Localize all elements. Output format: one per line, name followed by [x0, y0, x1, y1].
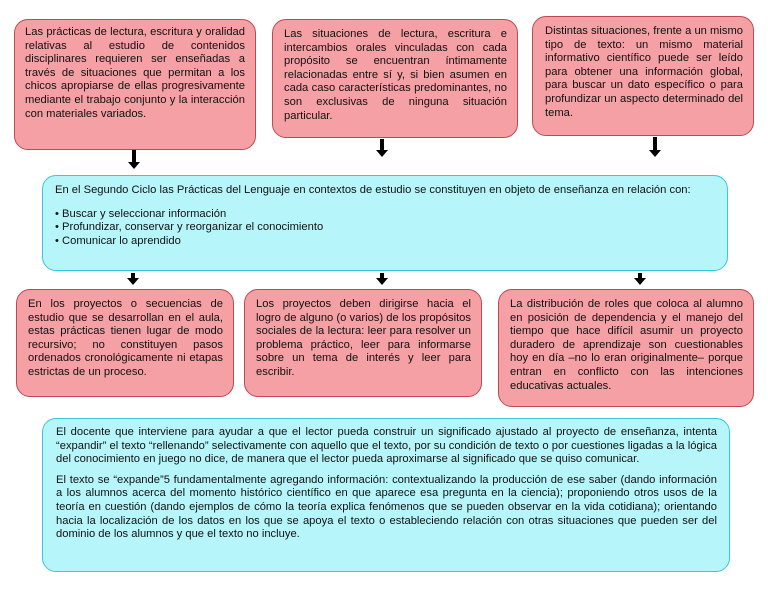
arrow-down-icon — [376, 139, 388, 157]
arrow-down-icon — [376, 273, 388, 285]
center-bullet: • Buscar y seleccionar información — [55, 207, 227, 220]
center-bullet: • Comunicar lo aprendido — [55, 234, 181, 247]
top-box-2-text: Las situaciones de lectura, escritura e intercambios orales vinculadas con cada propósito se encuentran íntimamente relacionadas entre sí y, si bien asumen en cada caso características predominantes, no son exclusivas de ninguna situación particular. — [284, 28, 507, 122]
arrow-down-icon — [128, 150, 140, 169]
bottom-box — [42, 418, 730, 572]
top-box-3 — [532, 16, 754, 136]
top-box-1-text: Las prácticas de lectura, escritura y oralidad relativas al estudio de contenidos disciplinares requieren ser enseñadas a través de situaciones que permitan a los chicos apropiarse de ellas progresivamente mediante el trabajo conjunto y la interacción con materiales variados. — [25, 26, 245, 120]
arrow-down-icon — [127, 273, 139, 285]
middle-box-1-text: En los proyectos o secuencias de estudio que se desarrollan en el aula, estas prácticas tienen lugar de modo recursivo; no constituyen pasos ordenados cronológicamente ni etapas estrictas de un proceso. — [28, 298, 223, 378]
bottom-paragraph-2: El texto se “expande”5 fundamentalmente agregando información: contextualizando la producción de ese saber (dando información a los alumnos acerca del momento histórico científico en que aparece esa pregunta en la ciencia); proponiendo otros usos de la teoría en cuestión (dando ejemplos de cómo la teoría explica fenómenos que se pueden observar en la vida cotidiana); orientando hacia la localización de los datos en los que se apoya el texto o estableciendo relación con otras situaciones que pueden ser del dominio de los alumnos y que el texto no incluye. — [56, 473, 717, 541]
middle-box-2 — [244, 289, 482, 397]
top-box-1 — [14, 19, 256, 150]
center-intro: En el Segundo Ciclo las Prácticas del Lenguaje en contextos de estudio se constituyen en objeto de enseñanza en relación con: — [55, 184, 691, 196]
bottom-paragraph-1: El docente que interviene para ayudar a que el lector pueda construir un significado ajustado al proyecto de enseñanza, intenta “expandir” el texto “rellenando” selectivamente con aquello que el texto, por su condición de texto o por cuestiones ligadas a la lógica del conocimiento en juego no dice, de manera que el lector pueda aproximarse al significado que se quiso comunicar. — [56, 426, 717, 466]
middle-box-3-text: La distribución de roles que coloca al alumno en posición de dependencia y el manejo del tiempo que hace difícil asumir un proyecto duradero de aprendizaje son cuestionables hoy en día –no lo eran originalmente– porque entran en conflicto con las intenciones educativas actuales. — [510, 298, 743, 392]
top-box-2 — [272, 19, 518, 138]
center-bullet: • Profundizar, conservar y reorganizar el conocimiento — [55, 221, 324, 234]
arrow-down-icon — [634, 273, 646, 285]
arrow-down-icon — [649, 137, 661, 157]
middle-box-2-text: Los proyectos deben dirigirse hacia el logro de alguno (o varios) de los propósitos sociales de la lectura: leer para resolver un problema práctico, leer para informarse sobre un tema de interés y leer para escribir. — [256, 298, 471, 378]
center-box — [42, 175, 728, 271]
middle-box-3 — [498, 289, 754, 407]
top-box-3-text: Distintas situaciones, frente a un mismo tipo de texto: un mismo material informativo científico puede ser leído para obtener una información global, para buscar un dato específico o para profundizar un aspecto determinado del tema. — [545, 25, 743, 119]
middle-box-1 — [16, 289, 234, 397]
